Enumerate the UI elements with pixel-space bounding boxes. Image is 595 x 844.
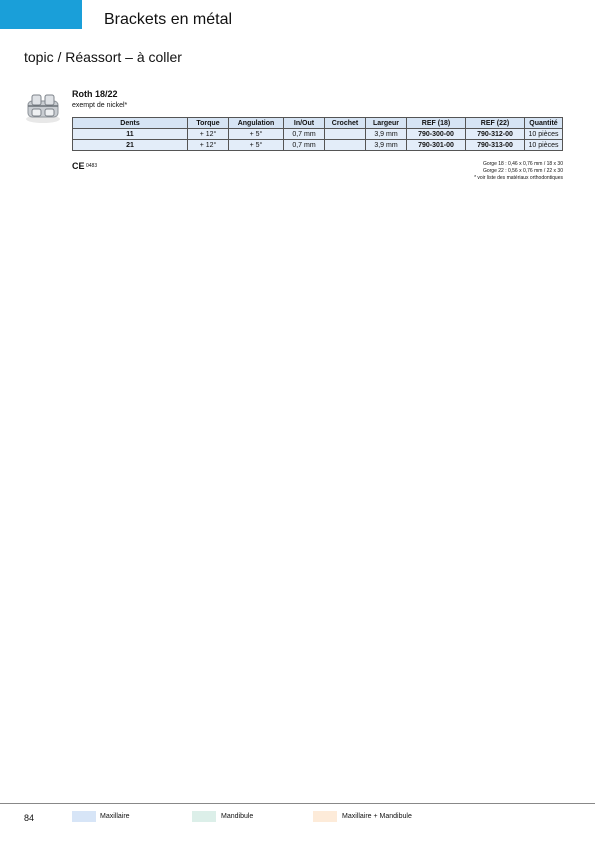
column-header-ref-22: REF (22) [466,118,525,129]
cell-crochet [325,129,366,140]
cell-ref-22: 790-312-00 [466,129,525,140]
section-title: topic / Réassort – à coller [24,49,182,65]
cell-ref-18: 790-301-00 [407,140,466,151]
cell-angulation: + 5° [229,129,284,140]
column-header-in-out: In/Out [284,118,325,129]
header-accent-tab [0,0,82,29]
footer-divider [0,803,595,804]
footnotes [474,161,563,182]
cell-angulation: + 5° [229,140,284,151]
cell-torque: + 12° [188,140,229,151]
ce-notified-body-code: 0483 [86,163,98,169]
ce-mark: CE [72,161,85,171]
legend-label-maxillaire: Maxillaire [100,813,130,820]
column-header-dents: Dents [73,118,188,129]
column-header-ref-18: REF (18) [407,118,466,129]
legend-label-maxillaire-mandibule: Maxillaire + Mandibule [342,813,412,820]
legend-swatch-mandibule [192,811,216,822]
table-row [73,129,563,140]
cell-largeur: 3,9 mm [366,129,407,140]
spec-table [72,117,563,151]
column-header-crochet: Crochet [325,118,366,129]
cell-ref-18: 790-300-00 [407,129,466,140]
legend-swatch-maxillaire-mandibule [313,811,337,822]
column-header-torque: Torque [188,118,229,129]
cell-crochet [325,140,366,151]
product-note: exempt de nickel* [72,102,128,109]
cell-in-out: 0,7 mm [284,140,325,151]
legend-swatch-maxillaire [72,811,96,822]
cell-ref-22: 790-313-00 [466,140,525,151]
cell-dents: 11 [73,129,188,140]
footnote-gorge-18: Gorge 18 : 0,46 x 0,76 mm / 18 x 30 [482,161,563,167]
product-name: Roth 18/22 [72,89,118,99]
footnote-materials: * voir liste des matériaux orthodontiques [474,175,563,181]
column-header-angulation: Angulation [229,118,284,129]
page-title: Brackets en métal [104,11,233,28]
column-header-largeur: Largeur [366,118,407,129]
cell-largeur: 3,9 mm [366,140,407,151]
page-number: 84 [24,813,35,823]
table-header-row [73,118,563,129]
cell-torque: + 12° [188,129,229,140]
cell-dents: 21 [73,140,188,151]
table-row [73,140,563,151]
bracket-image [22,89,64,125]
column-header-quantite: Quantité [525,118,563,129]
footnote-gorge-22: Gorge 22 : 0,56 x 0,76 mm / 22 x 30 [482,168,563,174]
cell-quantite: 10 pièces [525,140,563,151]
cell-in-out: 0,7 mm [284,129,325,140]
cell-quantite: 10 pièces [525,129,563,140]
legend-label-mandibule: Mandibule [221,813,254,820]
